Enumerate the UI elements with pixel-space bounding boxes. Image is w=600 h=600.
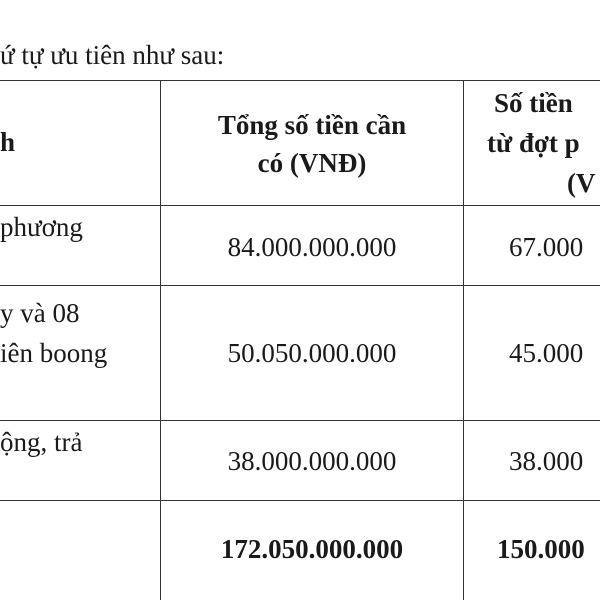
header-total-required-line1: Tổng số tiền cần [217, 110, 407, 140]
table-border-top [0, 80, 600, 81]
intro-text: ứ tự ưu tiên như sau: [0, 40, 225, 70]
header-funded-line2: từ đợt p [487, 128, 580, 158]
column-divider [463, 80, 464, 600]
totals-funded: 150.000 [497, 534, 585, 564]
row-divider [0, 205, 600, 206]
totals-total: 172.050.000.000 [220, 534, 404, 564]
header-funded-line1: Số tiền [494, 88, 573, 118]
row-2-funded: 45.000 [509, 338, 584, 368]
row-3-total: 38.000.000.000 [227, 446, 397, 476]
header-funded-line3: (V [567, 168, 596, 198]
header-description: h [0, 127, 16, 157]
row-2-description-line1: y và 08 [0, 298, 80, 328]
row-1-funded: 67.000 [509, 232, 584, 262]
row-3-funded: 38.000 [509, 446, 584, 476]
row-2-total: 50.050.000.000 [227, 338, 397, 368]
row-1-total: 84.000.000.000 [227, 232, 397, 262]
row-divider [0, 420, 600, 421]
row-3-description-line1: ộng, trả [0, 427, 83, 457]
row-divider [0, 285, 600, 286]
allocation-table [0, 80, 600, 600]
row-2-description-line2: iên boong [0, 338, 108, 368]
header-total-required-line2: có (VNĐ) [257, 148, 367, 178]
row-divider [0, 500, 600, 501]
row-1-description-line1: phương [0, 212, 83, 242]
